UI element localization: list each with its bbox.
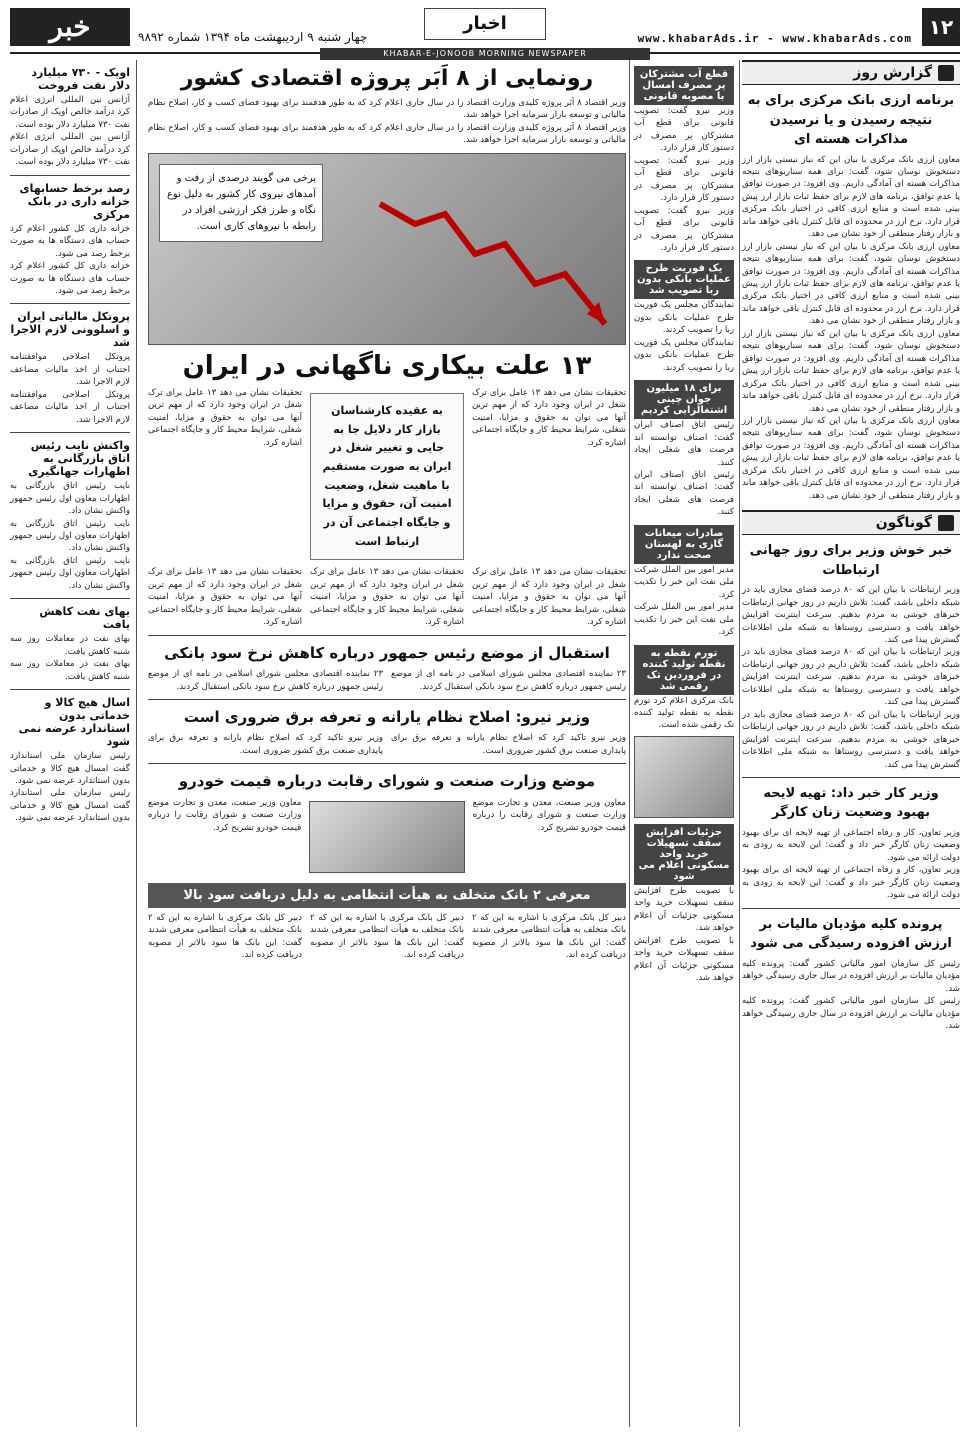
brief-headline: تورم نقطه به نقطه تولید کننده در فروردین تک رقمی شد xyxy=(634,645,734,695)
feature-columns xyxy=(148,387,626,567)
brief-body: خزانه داری کل کشور اعلام کرد حساب های دستگاه ها به صورت برخط رصد می شود. xyxy=(10,261,130,296)
brief-headline: صادرات میعانات گازی به لهستان صحت ندارد xyxy=(634,525,734,564)
article-headline: برنامه ارزی بانک مرکزی برای به نتیجه رسیدن و یا نرسیدن مذاکرات هسته ای xyxy=(747,93,955,147)
brief-body: مدیر امور بین الملل شرکت ملی نفت این خبر را تکذیب کرد. xyxy=(634,564,734,600)
box-header-misc xyxy=(742,510,960,535)
brief-body: آژانس بین المللی انرژی اعلام کرد درآمد خالص اوپک از صادرات نفت ۷۳۰ میلیارد دلار بوده است. xyxy=(10,95,130,130)
decline-arrow-graphic xyxy=(375,184,615,334)
feature-photo xyxy=(148,153,626,345)
lead-headline: رونمایی از ۸ اَبَر پروژه اقتصادی کشور xyxy=(180,66,594,91)
article-headline: وزیر نیرو: اصلاح نظام یارانه و تعرفه برق ضروری است xyxy=(183,707,591,726)
article-body: وزیر نیرو تاکید کرد که اصلاح نظام یارانه و تعرفه برق برای پایداری صنعت برق کشور ضروری است. xyxy=(148,733,383,756)
brief-body: خزانه داری کل کشور اعلام کرد حساب های دستگاه ها به صورت برخط رصد می شود. xyxy=(10,223,130,259)
brief-body: نمایندگان مجلس یک فوریت طرح عملیات بانکی بدون ربا را تصویب کردند. xyxy=(634,300,734,336)
brief-body: با تصویب طرح افزایش سقف تسهیلات خرید واحد مسکونی جزئیات آن اعلام خواهد شد. xyxy=(634,885,734,934)
brief-headline: اوپک - ۷۳۰ میلیارد دلار نفت فروخت xyxy=(31,66,130,92)
article-body: دبیر کل بانک مرکزی با اشاره به این که ۲ بانک متخلف به هیأت انتظامی معرفی شدند گفت: این بانک ها سود بالاتر از مصوبه دریافت کرده اند. xyxy=(310,912,464,961)
brief-body: رئیس سازمان ملی استاندارد گفت امسال هیچ کالا و خدماتی بدون استاندارد عرضه نمی شود. xyxy=(10,751,130,786)
brief-body: رئیس اتاق اصناف ایران گفت: اصناف توانسته اند فرصت های شغلی ایجاد کنند. xyxy=(634,469,734,518)
box-title: گوناگون xyxy=(875,515,932,532)
mid-column xyxy=(634,60,734,1427)
feature-body: تحقیقات نشان می دهد ۱۳ عامل برای ترک شغل در ایران وجود دارد که از مهم ترین آنها می توان به حقوق و مزایا، امنیت شغلی، شرایط محیط کار و جایگاه اجتماعی اشاره کرد. xyxy=(472,567,626,628)
brief-headline: قطع آب مشترکان پر مصرف امسال با مصوبه قانونی xyxy=(634,66,734,105)
brief-body: رئیس سازمان ملی استاندارد گفت امسال هیچ کالا و خدماتی بدون استاندارد عرضه نمی شود. xyxy=(10,788,130,824)
right-column xyxy=(742,60,960,1427)
dateline: چهار شنبه ۹ اردیبهشت ماه ۱۳۹۴ شماره ۹۸۹۲ xyxy=(138,30,368,44)
article-columns xyxy=(148,797,626,877)
article-headline: خبر خوش وزیر برای روز جهانی ارتباطات xyxy=(749,543,953,578)
left-column xyxy=(10,60,130,1427)
article-headline: استقبال از موضع رئیس جمهور درباره کاهش نرخ سود بانکی xyxy=(164,643,610,662)
brief-body: بهای نفت در معاملات روز سه شنبه کاهش یافت. xyxy=(10,659,130,682)
brief-body: بانک مرکزی اعلام کرد تورم نقطه به نقطه تولید کننده تک رقمی شده است. xyxy=(634,695,734,731)
feature-headline: ۱۳ علت بیکاری ناگهانی در ایران xyxy=(182,350,592,381)
feature-body: تحقیقات نشان می دهد ۱۳ عامل برای ترک شغل در ایران وجود دارد که از مهم ترین آنها می توان به حقوق و مزایا، امنیت شغلی، شرایط محیط کار و جایگاه اجتماعی اشاره کرد. xyxy=(472,387,626,448)
brief-headline: برای ۱۸ میلیون جوان چینی اشتغالزایی کردیم xyxy=(634,380,734,419)
article-body: وزیر تعاون، کار و رفاه اجتماعی از تهیه لایحه ای برای بهبود وضعیت زنان کارگر خبر داد و گفت: این لایحه به زودی به دولت ارائه می شود. xyxy=(742,865,960,901)
article-body: ۲۳ نماینده اقتصادی مجلس شورای اسلامی در نامه ای از موضع رئیس جمهور درباره کاهش نرخ سود بانکی استقبال کردند. xyxy=(391,669,626,692)
divider xyxy=(742,908,960,909)
box-title: گزارش روز xyxy=(853,65,932,81)
article-body: معاون وزیر صنعت، معدن و تجارت موضع وزارت صنعت و شورای رقابت را درباره قیمت خودرو تشریح کرد. xyxy=(148,797,302,833)
box-header-report xyxy=(742,60,960,85)
page-number: ۱۲ xyxy=(922,8,960,46)
article-body: وزیر ارتباطات با بیان این که ۸۰ درصد فضای مجازی باید در شبکه داخلی باشد، گفت: تلاش داریم در روز جهانی ارتباطات خبرهای خوشی به مردم بدهیم. سرعت اینترنت افزایش خواهد یافت و دسترسی روستاها به شبکه ملی اطلاعات گسترش پیدا می کند. xyxy=(742,585,960,645)
band-line: KHABAR-E-JONOOB MORNING NEWSPAPER xyxy=(320,48,650,60)
section-title: اخبار xyxy=(424,8,546,40)
article-columns xyxy=(148,912,626,962)
divider xyxy=(10,689,130,690)
column-rule xyxy=(136,60,137,1427)
brief-body: پروتکل اصلاحی موافقتنامه اجتناب از اخذ مالیات مضاعف لازم الاجرا شد. xyxy=(10,389,130,425)
lead-body: وزیر اقتصاد ۸ اَبَر پروژه کلیدی وزارت اقتصاد را در سال جاری اعلام کرد که به طور هدفمند برای بهبود فضای کسب و کار، اصلاح نظام مالیاتی و توسعه بازار سرمایه اجرا خواهد شد. xyxy=(148,122,626,146)
article-headline: موضع وزارت صنعت و شورای رقابت درباره قیمت خودرو xyxy=(178,772,596,791)
feature-columns xyxy=(148,566,626,628)
divider xyxy=(148,699,626,700)
news-photo xyxy=(634,736,734,818)
brief-headline: جزئیات افزایش سقف تسهیلات خرید واحد مسکونی اعلام می شود xyxy=(634,824,734,885)
main-column xyxy=(148,60,626,1427)
brief-body: وزیر نیرو گفت: تصویب قانونی برای قطع آب مشترکان پر مصرف در دستور کار قرار دارد. xyxy=(634,106,734,154)
brief-body: وزیر نیرو گفت: تصویب قانونی برای قطع آب مشترکان پر مصرف در دستور کار قرار دارد. xyxy=(634,205,734,253)
masthead xyxy=(10,8,960,58)
divider xyxy=(10,175,130,176)
feature-body: تحقیقات نشان می دهد ۱۳ عامل برای ترک شغل در ایران وجود دارد که از مهم ترین آنها می توان به حقوق و مزایا، امنیت شغلی، شرایط محیط کار و جایگاه اجتماعی اشاره کرد. xyxy=(310,567,464,628)
feature-body: تحقیقات نشان می دهد ۱۳ عامل برای ترک شغل در ایران وجود دارد که از مهم ترین آنها می توان به حقوق و مزایا، امنیت شغلی، شرایط محیط کار و جایگاه اجتماعی اشاره کرد. xyxy=(148,387,302,448)
pull-quote-wrap xyxy=(310,387,464,567)
brief-body: نایب رئیس اتاق بازرگانی به اظهارات معاون اول رئیس جمهور واکنش نشان داد. xyxy=(10,518,130,554)
divider xyxy=(148,763,626,764)
brief-headline: رصد برخط حسابهای خزانه داری در بانک مرکزی xyxy=(19,181,130,221)
brief-body: نمایندگان مجلس یک فوریت طرح عملیات بانکی بدون ربا را تصویب کردند. xyxy=(634,337,734,373)
article-body: معاون ارزی بانک مرکزی با بیان این که نیاز نیستی بازار ارز دستخوش نوسان شود، گفت: برای همه سناریوهای نتیجه مذاکرات هسته ای آمادگی داریم. وی افزود: در صورت توافق یا عدم توافق، برنامه های لازم برای حفظ ثبات بازار ارز پیش بینی شده است و منابع ارزی کافی در اختیار بانک مرکزی قرار دارد. نرخ ارز در محدوده ای قابل کنترل باقی خواهد ماند و بازار رفتار منطقی از خود نشان می دهد. xyxy=(742,328,960,414)
column-rule xyxy=(739,60,740,1427)
divider xyxy=(148,635,626,636)
article-body: رئیس کل سازمان امور مالیاتی کشور گفت: پرونده کلیه مؤدیان مالیات بر ارزش افزوده در سال جاری رسیدگی خواهد شد. xyxy=(742,996,960,1031)
banner-headline: معرفی ۲ بانک متخلف به هیأت انتظامی به دلیل دریافت سود بالا xyxy=(148,883,626,908)
news-photo xyxy=(309,801,464,873)
brief-headline: اسال هیچ کالا و خدماتی بدون استاندارد عرضه نمی شود xyxy=(18,696,130,749)
brief-headline: یک فوریت طرح عملیات بانکی بدون ربا تصویب شد xyxy=(634,260,734,299)
feature-body: تحقیقات نشان می دهد ۱۳ عامل برای ترک شغل در ایران وجود دارد که از مهم ترین آنها می توان به حقوق و مزایا، امنیت شغلی، شرایط محیط کار و جایگاه اجتماعی اشاره کرد. xyxy=(148,567,302,628)
brief-body: نایب رئیس اتاق بازرگانی به اظهارات معاون اول رئیس جمهور واکنش نشان داد. xyxy=(10,555,130,591)
brief-headline: بهای نفت کاهش یافت xyxy=(39,605,130,632)
brief-headline: پروتکل مالیاتی ایران و اسلوونی لازم الاجرا شد xyxy=(10,310,130,350)
brief-body: بهای نفت در معاملات روز سه شنبه کاهش یافت. xyxy=(10,634,130,657)
brief-body: آژانس بین المللی انرژی اعلام کرد درآمد خالص اوپک از صادرات نفت ۷۳۰ میلیارد دلار بوده است. xyxy=(10,132,130,168)
article-body: وزیر ارتباطات با بیان این که ۸۰ درصد فضای مجازی باید در شبکه داخلی باشد، گفت: تلاش داریم در روز جهانی ارتباطات خبرهای خوشی به مردم بدهیم. سرعت اینترنت افزایش خواهد یافت و دسترسی روستاها به شبکه ملی اطلاعات گسترش پیدا می کند. xyxy=(742,647,960,708)
article-columns xyxy=(148,668,626,693)
article-body: دبیر کل بانک مرکزی با اشاره به این که ۲ بانک متخلف به هیأت انتظامی معرفی شدند گفت: این بانک ها سود بالاتر از مصوبه دریافت کرده اند. xyxy=(472,912,626,961)
divider xyxy=(10,432,130,433)
article-columns xyxy=(148,732,626,757)
column-rule xyxy=(629,60,630,1427)
brief-body: با تصویب طرح افزایش سقف تسهیلات خرید واحد مسکونی جزئیات آن اعلام خواهد شد. xyxy=(634,935,734,984)
article-body: رئیس کل سازمان امور مالیاتی کشور گفت: پرونده کلیه مؤدیان مالیات بر ارزش افزوده در سال جاری رسیدگی خواهد شد. xyxy=(742,958,960,994)
article-body: معاون ارزی بانک مرکزی با بیان این که نیاز نیستی بازار ارز دستخوش نوسان شود، گفت: برای همه سناریوهای نتیجه مذاکرات هسته ای آمادگی داریم. وی افزود: در صورت توافق یا عدم توافق، برنامه های لازم برای حفظ ثبات بازار ارز پیش بینی شده است و منابع ارزی کافی در اختیار بانک مرکزی قرار دارد. نرخ ارز در محدوده ای قابل کنترل باقی خواهد ماند و بازار رفتار منطقی از خود نشان می دهد. xyxy=(742,416,960,501)
site-url[interactable]: www.khabarAds.ir - www.khabarAds.com xyxy=(637,32,912,45)
article-body: وزیر نیرو تاکید کرد که اصلاح نظام یارانه و تعرفه برق برای پایداری صنعت برق کشور ضروری است. xyxy=(391,733,626,756)
article-body: معاون ارزی بانک مرکزی با بیان این که نیاز نیستی بازار ارز دستخوش نوسان شود، گفت: برای همه سناریوهای نتیجه مذاکرات هسته ای آمادگی داریم. وی افزود: در صورت توافق یا عدم توافق، برنامه های لازم برای حفظ ثبات بازار ارز پیش بینی شده است و منابع ارزی کافی در اختیار بانک مرکزی قرار دارد. نرخ ارز در محدوده ای قابل کنترل باقی خواهد ماند و بازار رفتار منطقی از خود نشان می دهد. xyxy=(742,154,960,240)
report-icon xyxy=(938,65,954,81)
article-headline: وزیر کار خبر داد: تهیه لایحه بهبود وضعیت زنان کارگر xyxy=(763,785,939,821)
brief-body: وزیر نیرو گفت: تصویب قانونی برای قطع آب مشترکان پر مصرف در دستور کار قرار دارد. xyxy=(634,155,734,204)
divider xyxy=(742,777,960,778)
divider xyxy=(10,598,130,599)
brief-body: مدیر امور بین الملل شرکت ملی نفت این خبر را تکذیب کرد. xyxy=(634,602,734,638)
article-body: وزیر تعاون، کار و رفاه اجتماعی از تهیه لایحه ای برای بهبود وضعیت زنان کارگر خبر داد و گفت: این لایحه به زودی به دولت ارائه می شود. xyxy=(742,827,960,863)
article-body: وزیر ارتباطات با بیان این که ۸۰ درصد فضای مجازی باید در شبکه داخلی باشد، گفت: تلاش داریم در روز جهانی ارتباطات خبرهای خوشی به مردم بدهیم. سرعت اینترنت افزایش خواهد یافت و دسترسی روستاها به شبکه ملی اطلاعات گسترش پیدا می کند. xyxy=(742,709,960,770)
brief-body: پروتکل اصلاحی موافقتنامه اجتناب از اخذ مالیات مضاعف لازم الاجرا شد. xyxy=(10,352,130,388)
article-body: ۲۳ نماینده اقتصادی مجلس شورای اسلامی در نامه ای از موضع رئیس جمهور درباره کاهش نرخ سود بانکی استقبال کردند. xyxy=(148,669,383,692)
article-headline: پرونده کلیه مؤدیان مالیات بر ارزش افزوده رسیدگی می شود xyxy=(750,916,952,952)
pull-quote: به عقیده کارشناسان بازار کار دلایل جا به جایی و تغییر شغل در ایران به صورت مستقیم با ماهیت شغل، وضعیت امنیت آن، حقوق و مزایا و جایگاه اجتماعی آن در ارتباط است xyxy=(310,393,464,561)
divider xyxy=(10,303,130,304)
article-body: معاون وزیر صنعت، معدن و تجارت موضع وزارت صنعت و شورای رقابت را درباره قیمت خودرو تشریح کرد. xyxy=(472,797,626,833)
brief-body: رئیس اتاق اصناف ایران گفت: اصناف توانسته اند فرصت های شغلی ایجاد کنند. xyxy=(634,420,734,468)
article-body: معاون ارزی بانک مرکزی با بیان این که نیاز نیستی بازار ارز دستخوش نوسان شود، گفت: برای همه سناریوهای نتیجه مذاکرات هسته ای آمادگی داریم. وی افزود: در صورت توافق یا عدم توافق، برنامه های لازم برای حفظ ثبات بازار ارز پیش بینی شده است و منابع ارزی کافی در اختیار بانک مرکزی قرار دارد. نرخ ارز در محدوده ای قابل کنترل باقی خواهد ماند و بازار رفتار منطقی از خود نشان می دهد. xyxy=(742,241,960,327)
lead-body: وزیر اقتصاد ۸ اَبَر پروژه کلیدی وزارت اقتصاد را در سال جاری اعلام کرد که به طور هدفمند برای بهبود فضای کسب و کار، اصلاح نظام مالیاتی و توسعه بازار سرمایه اجرا خواهد شد. xyxy=(148,98,626,121)
article-body: دبیر کل بانک مرکزی با اشاره به این که ۲ بانک متخلف به هیأت انتظامی معرفی شدند گفت: این بانک ها سود بالاتر از مصوبه دریافت کرده اند. xyxy=(148,912,302,961)
brief-headline: واکنش نایب رئیس اتاق بازرگانی به اظهارات جهانگیری xyxy=(28,439,130,479)
brief-body: نایب رئیس اتاق بازرگانی به اظهارات معاون اول رئیس جمهور واکنش نشان داد. xyxy=(10,481,130,517)
newspaper-logo: خبر xyxy=(10,8,130,46)
photo-quote: برخی می گویند درصدی از رفت و آمدهای نیروی کار کشور به دلیل نوع نگاه و طرز فکر ارزشی افراد در رابطه با نیروهای کاری است. xyxy=(159,164,323,242)
misc-icon xyxy=(938,515,954,531)
